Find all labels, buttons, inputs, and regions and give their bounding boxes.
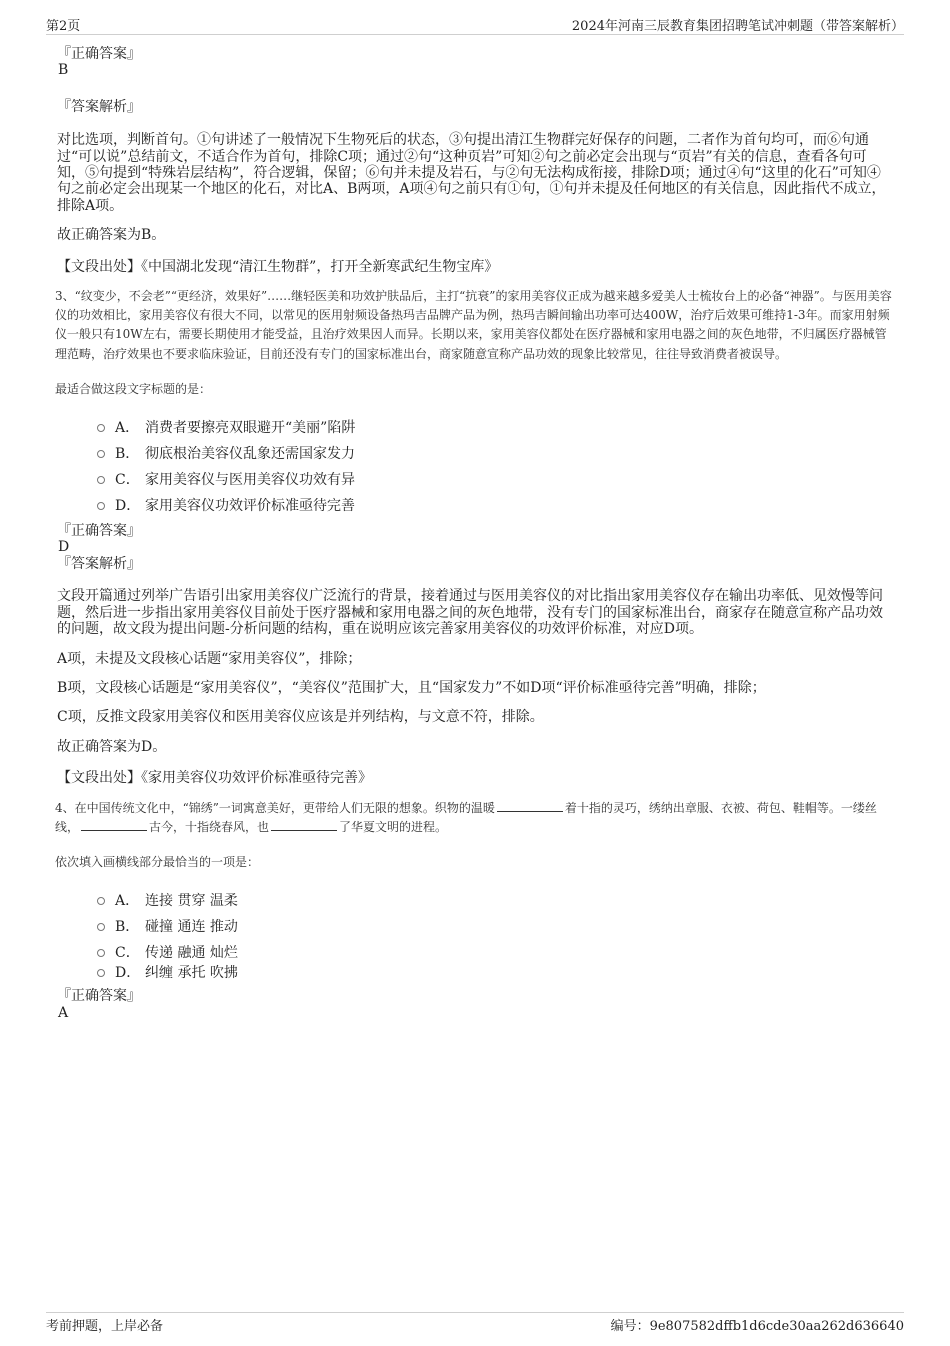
document-id: 编号：9e807582dffb1d6cde30aa262d636640 bbox=[610, 1319, 904, 1334]
radio-icon[interactable] bbox=[97, 424, 105, 432]
question-prompt: 依次填入画横线部分最恰当的一项是： bbox=[55, 854, 260, 869]
answer-value: D bbox=[58, 539, 70, 556]
page-header bbox=[46, 0, 904, 35]
options-list bbox=[57, 415, 892, 519]
option-d[interactable]: D． 家用美容仪功效评价标准亟待完善 bbox=[57, 493, 892, 519]
option-a[interactable]: A． 连接 贯穿 温柔 bbox=[57, 888, 892, 914]
question-prompt: 最适合做这段文字标题的是： bbox=[55, 381, 212, 396]
option-b-note: B项，文段核心话题是“家用美容仪”，“美容仪”范围扩大，且“国家发力”不如D项“评价标准亟待完善”明确，排除； bbox=[57, 679, 766, 696]
source-text: 【文段出处】《家用美容仪功效评价标准亟待完善》 bbox=[57, 770, 372, 787]
fill-blank-1 bbox=[497, 801, 563, 812]
radio-icon[interactable] bbox=[97, 949, 105, 957]
option-b[interactable]: B． 彻底根治美容仪乱象还需国家发力 bbox=[57, 441, 892, 467]
option-c-note: C项，反推文段家用美容仪和医用美容仪应该是并列结构，与文意不符，排除。 bbox=[57, 709, 544, 726]
answer-label: 『正确答案』 bbox=[57, 523, 141, 540]
options-list bbox=[57, 888, 892, 986]
question-stem: 4、在中国传统文化中，“锦绣”一词寓意美好，更带给人们无限的想象。织物的温暖 着十指的灵巧，绣纳出章服、衣被、荷包、鞋帽等。一缕丝线， 古今，十指绕春风，也 了华夏文明的进程。 bbox=[55, 800, 877, 834]
fill-blank-2 bbox=[81, 820, 147, 831]
radio-icon[interactable] bbox=[97, 476, 105, 484]
radio-icon[interactable] bbox=[97, 450, 105, 458]
analysis-text: 文段开篇通过列举广告语引出家用美容仪广泛流行的背景，接着通过与医用美容仪的对比指出家用美容仪存在输出功率低、见效慢等问题，然后进一步指出家用美容仪目前处于医疗器械和家用电器之间的灰色地带，没有专门的国家标准出台，商家存在随意宣称产品功效的问题，故文段为提出问题-分析问题的结构，重在说明应该完善家用美容仪的功效评价标准，对应D项。 bbox=[57, 588, 883, 638]
option-c[interactable]: C． 传递 融通 灿烂 bbox=[57, 940, 892, 960]
analysis-label: 『答案解析』 bbox=[57, 555, 141, 572]
option-a-note: A项，未提及文段核心话题“家用美容仪”，排除； bbox=[57, 650, 362, 667]
document-body bbox=[57, 46, 892, 1021]
fill-blank-3 bbox=[271, 820, 337, 831]
answer-value: B bbox=[58, 62, 69, 79]
analysis-text: 对比选项，判断首句。①句讲述了一般情况下生物死后的状态，③句提出清江生物群完好保存的问题，二者作为首句均可，而⑥句通过“可以说”总结前文，不适合作为首句，排除C项；通过②句“这种页岩”可知②句之前必定会出现与“页岩”有关的信息，查看各句可知，⑤句提到“特殊岩层结构”，符合逻辑，保留；⑥句并未提及岩石，与②句无法构成衔接，排除D项；通过④句“这里的化石”可知④句之前必定会出现某一个地区的化石，对比A、B两项，A项④句之前只有①句，①句并未提及任何地区的有关信息，因此指代不成立，排除A项。 bbox=[57, 132, 886, 214]
source-text: 【文段出处】《中国湖北发现“清江生物群”，打开全新寒武纪生物宝库》 bbox=[57, 258, 499, 275]
answer-value: A bbox=[58, 1004, 69, 1021]
analysis-label: 『答案解析』 bbox=[57, 98, 141, 115]
option-c[interactable]: C． 家用美容仪与医用美容仪功效有异 bbox=[57, 467, 892, 493]
radio-icon[interactable] bbox=[97, 897, 105, 905]
radio-icon[interactable] bbox=[97, 923, 105, 931]
footer-slogan: 考前押题，上岸必备 bbox=[46, 1319, 164, 1334]
question-stem: 3、“纹变少，不会老”“更经济，效果好”……继轻医美和功效护肤品后，主打“抗衰”的家用美容仪正成为越来越多爱美人士梳妆台上的必备“神器”。与医用美容仪的功效相比，家用美容仪有很大不同，以常见的医用射频设备热玛吉品牌产品为例，热玛吉瞬间输出功率可达400W，治疗后效果可维持1-3年。而家用射频仪一般只有10W左右，需要长期使用才能受益，且治疗效果因人而异。长期以来，家用美容仪都处在医疗器械和家用电器之间的灰色地带，不归属医疗器械管理范畴，治疗效果也不要求临床验证，目前还没有专门的国家标准出台，商家随意宣称产品功效的现象比较常见，往往导致消费者被误导。 bbox=[55, 289, 892, 361]
answer-label: 『正确答案』 bbox=[57, 46, 141, 62]
option-d[interactable]: D． 纠缠 承托 吹拂 bbox=[57, 960, 892, 986]
conclusion-text: 故正确答案为B。 bbox=[57, 227, 166, 244]
document-title: 2024年河南三辰教育集团招聘笔试冲刺题（带答案解析） bbox=[571, 19, 904, 34]
answer-label: 『正确答案』 bbox=[57, 988, 141, 1005]
radio-icon[interactable] bbox=[97, 502, 105, 510]
option-a[interactable]: A． 消费者要擦亮双眼避开“美丽”陷阱 bbox=[57, 415, 892, 441]
page-number: 第2页 bbox=[46, 19, 81, 34]
option-b[interactable]: B． 碰撞 通连 推动 bbox=[57, 914, 892, 940]
conclusion-text: 故正确答案为D。 bbox=[57, 738, 167, 755]
radio-icon[interactable] bbox=[97, 969, 105, 977]
page-footer bbox=[46, 1312, 904, 1346]
